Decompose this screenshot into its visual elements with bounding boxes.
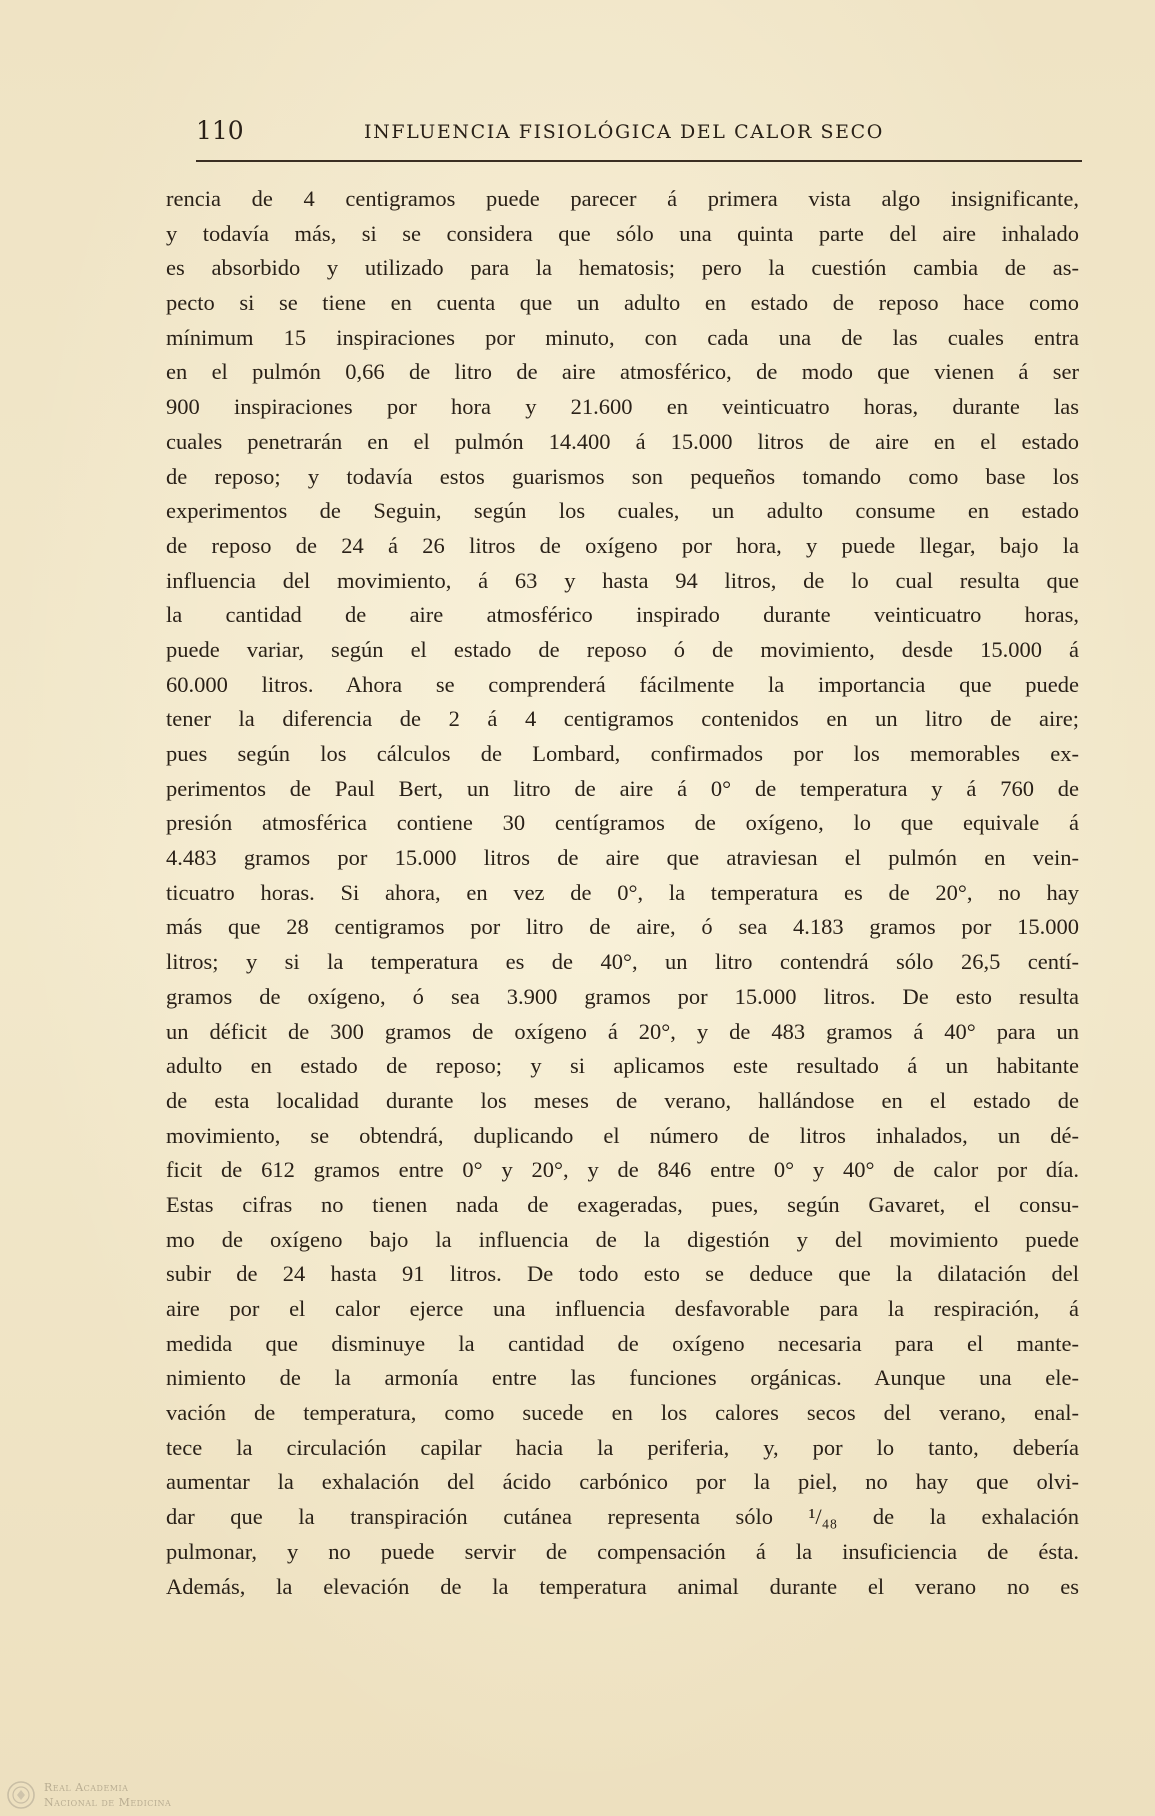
watermark-line-1: Real Academia: [44, 1781, 129, 1794]
text-line: experimentos de Seguin, según los cuales, un adulto consume en estado: [166, 498, 1079, 524]
text-line: nimiento de la armonía entre las funciones orgánicas. Aunque una ele-: [166, 1365, 1079, 1391]
text-line: 60.000 litros. Ahora se comprenderá fácilmente la importancia que puede: [166, 671, 1079, 697]
text-line: vación de temperatura, como sucede en los calores secos del verano, enal-: [166, 1400, 1079, 1426]
body-text: [166, 182, 1079, 1604]
text-line: es absorbido y utilizado para la hematosis; pero la cuestión cambia de as-: [166, 255, 1079, 281]
text-line: ficit de 612 gramos entre 0° y 20°, y de 846 entre 0° y 40° de calor por día.: [166, 1157, 1079, 1183]
text-line: un déficit de 300 gramos de oxígeno á 20°, y de 483 gramos á 40° para un: [166, 1018, 1079, 1044]
text-line: puede variar, según el estado de reposo ó de movimiento, desde 15.000 á: [166, 636, 1079, 662]
text-line: en el pulmón 0,66 de litro de aire atmosférico, de modo que vienen á ser: [166, 359, 1079, 385]
header-rule: [196, 160, 1082, 162]
text-line: movimiento, se obtendrá, duplicando el número de litros inhalados, un dé-: [166, 1122, 1079, 1148]
text-line: mo de oxígeno bajo la influencia de la digestión y del movimiento puede: [166, 1226, 1079, 1252]
watermark-text: [44, 1780, 171, 1810]
text-line: y todavía más, si se considera que sólo una quinta parte del aire inhalado: [166, 220, 1079, 246]
text-line: litros; y si la temperatura es de 40°, un litro contendrá sólo 26,5 centí-: [166, 949, 1079, 975]
text-line: pulmonar, y no puede servir de compensación á la insuficiencia de ésta.: [166, 1538, 1079, 1564]
text-line: 4.483 gramos por 15.000 litros de aire que atraviesan el pulmón en vein-: [166, 845, 1079, 871]
running-title: INFLUENCIA FISIOLÓGICA DEL CALOR SECO: [364, 121, 884, 143]
text-line: presión atmosférica contiene 30 centígramos de oxígeno, lo que equivale á: [166, 810, 1079, 836]
text-line: de reposo de 24 á 26 litros de oxígeno por hora, y puede llegar, bajo la: [166, 532, 1079, 558]
text-line: mínimum 15 inspiraciones por minuto, con cada una de las cuales entra: [166, 324, 1079, 350]
text-line: aumentar la exhalación del ácido carbónico por la piel, no hay que olvi-: [166, 1469, 1079, 1495]
text-line: más que 28 centigramos por litro de aire, ó sea 4.183 gramos por 15.000: [166, 914, 1079, 940]
text-line: dar que la transpiración cutánea representa sólo ¹/₄₈ de la exhalación: [166, 1504, 1079, 1530]
watermark-line-2: Nacional de Medicina: [44, 1796, 172, 1809]
text-line: 900 inspiraciones por hora y 21.600 en veinticuatro horas, durante las: [166, 394, 1079, 420]
text-line: la cantidad de aire atmosférico inspirado durante veinticuatro horas,: [166, 602, 1079, 628]
text-line: gramos de oxígeno, ó sea 3.900 gramos por 15.000 litros. De esto resulta: [166, 983, 1079, 1009]
text-line: de reposo; y todavía estos guarismos son pequeños tomando como base los: [166, 463, 1079, 489]
text-line: Estas cifras no tienen nada de exageradas, pues, según Gavaret, el consu-: [166, 1191, 1079, 1217]
text-line: influencia del movimiento, á 63 y hasta 94 litros, de lo cual resulta que: [166, 567, 1079, 593]
text-line: de esta localidad durante los meses de verano, hallándose en el estado de: [166, 1087, 1079, 1113]
text-line: pecto si se tiene en cuenta que un adulto en estado de reposo hace como: [166, 290, 1079, 316]
text-line: adulto en estado de reposo; y si aplicamos este resultado á un habitante: [166, 1053, 1079, 1079]
text-line: aire por el calor ejerce una influencia desfavorable para la respiración, á: [166, 1296, 1079, 1321]
text-line: tener la diferencia de 2 á 4 centigramos contenidos en un litro de aire;: [166, 706, 1079, 732]
text-line: rencia de 4 centigramos puede parecer á primera vista algo insignificante,: [166, 186, 1079, 211]
seal-icon: [6, 1780, 36, 1810]
text-line: medida que disminuye la cantidad de oxígeno necesaria para el mante-: [166, 1330, 1079, 1356]
page-number: 110: [196, 116, 244, 145]
text-line: cuales penetrarán en el pulmón 14.400 á 15.000 litros de aire en el estado: [166, 428, 1079, 454]
text-line: Además, la elevación de la temperatura animal durante el verano no es: [166, 1573, 1079, 1599]
library-watermark: [6, 1778, 206, 1814]
text-line: pues según los cálculos de Lombard, confirmados por los memorables ex-: [166, 741, 1079, 766]
text-line: ticuatro horas. Si ahora, en vez de 0°, la temperatura es de 20°, no hay: [166, 879, 1079, 905]
text-line: tece la circulación capilar hacia la periferia, y, por lo tanto, debería: [166, 1434, 1079, 1460]
page-header: [196, 116, 1082, 154]
text-line: perimentos de Paul Bert, un litro de aire á 0° de temperatura y á 760 de: [166, 775, 1079, 801]
text-line: subir de 24 hasta 91 litros. De todo esto se deduce que la dilatación del: [166, 1261, 1079, 1287]
